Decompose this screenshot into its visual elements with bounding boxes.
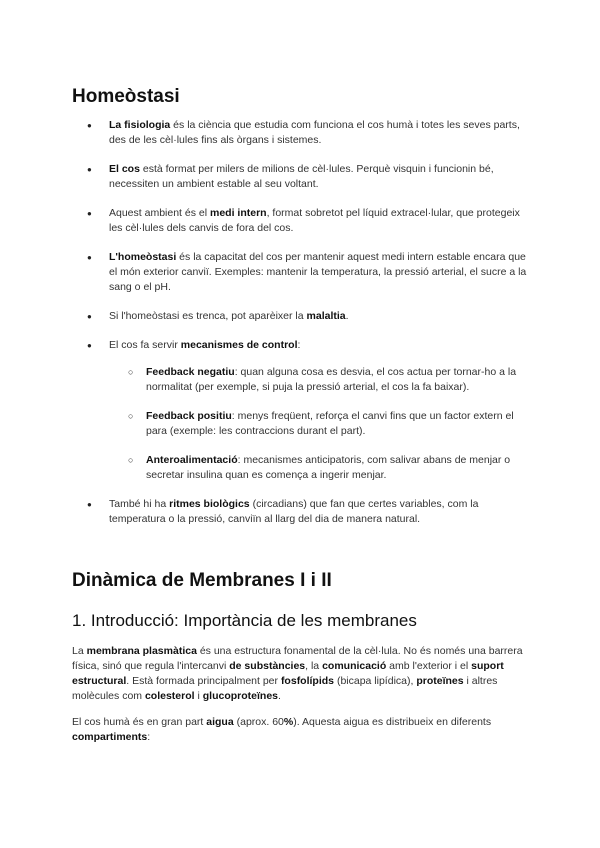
section-title-homeostasi: Homeòstasi <box>72 86 180 107</box>
control-mechanisms-list <box>109 365 532 483</box>
section-title-dinamica: Dinàmica de Membranes I i II <box>72 570 332 591</box>
list-item: ● El cos fa servir mecanismes de control: ○ Feedback negatiu: quan alguna cosa es desvia, el cos actua per tornar-ho a la normalitat (per exemple, si puja la pressió arterial, el cos la fa baixar). ○ Feedback positiu: menys freqüent, reforça el canvi fins que un factor extern el para (exemple: les contraccions durant el part). ○ Anteroalimentació: mecanismes anticipatoris, com salivar abans de menjar o secretar insulina quan es comença a ingerir menjar. <box>72 338 532 483</box>
sub-list-item: ○ Anteroalimentació: mecanismes anticipatoris, com salivar abans de menjar o secretar insulina quan es comença a ingerir menjar. <box>109 453 532 483</box>
paragraph-aigua: El cos humà és en gran part aigua (aprox. 60%). Aquesta aigua es distribueix en diferents compartiments: <box>72 716 492 743</box>
sub-list-item: ○ Feedback negatiu: quan alguna cosa es desvia, el cos actua per tornar-ho a la normalitat (per exemple, si puja la pressió arterial, el cos la fa baixar). <box>109 365 532 395</box>
sub-list-item: ○ Feedback positiu: menys freqüent, reforça el canvi fins que un factor extern el para (exemple: les contraccions durant el part). <box>109 409 532 439</box>
list-item: ● El cos està format per milers de milions de cèl·lules. Perquè visquin i funcionin bé, necessiten un ambient estable al seu voltant. <box>72 162 532 192</box>
subsection-title-introduccio: 1. Introducció: Importància de les membranes <box>72 611 417 630</box>
list-item: ● Si l'homeòstasi es trenca, pot aparèixer la malaltia. <box>72 309 532 324</box>
paragraph-membrana: La membrana plasmàtica és una estructura fonamental de la cèl·lula. No és només una barrera física, sinó que regula l'intercanvi de substàncies, la comunicació amb l'exterior i el suport estructural. Està formada principalment per fosfolípids (bicapa lipídica), proteïnes i altres molècules com colesterol i glucoproteïnes. <box>72 645 523 702</box>
list-item: ● Aquest ambient és el medi intern, format sobretot pel líquid extracel·lular, que protegeix les cèl·lules dels canvis de fora del cos. <box>72 206 532 236</box>
list-item: ● L'homeòstasi és la capacitat del cos per mantenir aquest medi intern estable encara que el món exterior canviï. Exemples: mantenir la temperatura, la pressió arterial, el sucre a la sang o el pH. <box>72 250 532 295</box>
list-item: ● La fisiologia és la ciència que estudia com funciona el cos humà i totes les seves parts, des de les cèl·lules fins als òrgans i sistemes. <box>72 118 532 148</box>
list-item: ● També hi ha ritmes biològics (circadians) que fan que certes variables, com la temperatura o la pressió, canviïn al llarg del dia de manera natural. <box>72 497 532 527</box>
homeostasi-list <box>72 118 532 541</box>
